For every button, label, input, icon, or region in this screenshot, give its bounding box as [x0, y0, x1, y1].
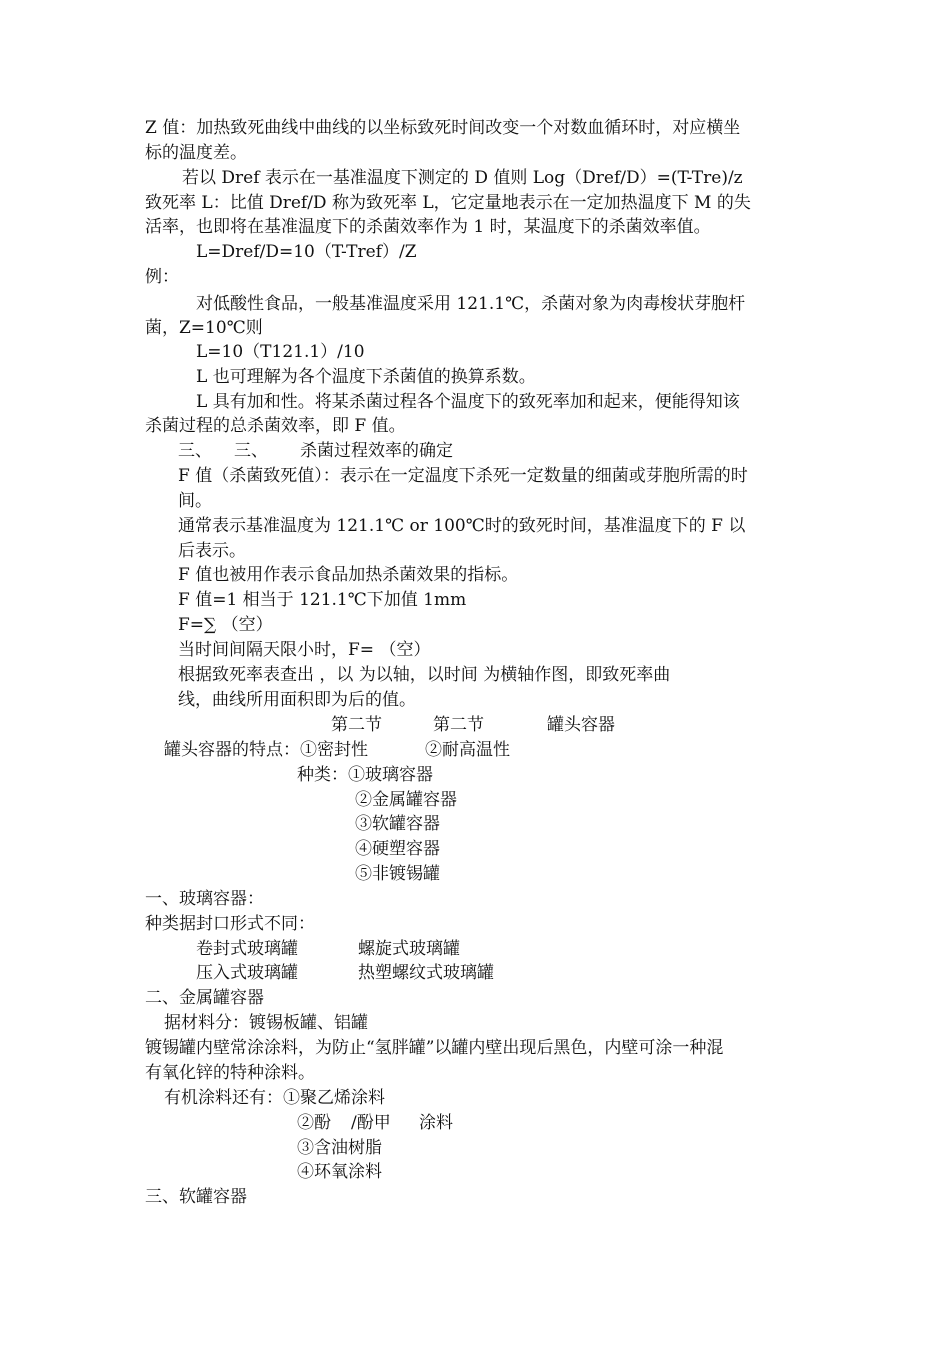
- text-line: 对低酸性食品，一般基准温度采用 121.1℃，杀菌对象为肉毒梭状芽胞杆: [196, 294, 746, 314]
- text-line: 线，曲线所用面积即为后的值。: [178, 690, 416, 710]
- text-line: L 具有加和性。将某杀菌过程各个温度下的致死率加和起来，便能得知该: [196, 392, 740, 412]
- list-item: ⑤非镀锡罐: [355, 864, 440, 884]
- text-line: 间。: [178, 491, 212, 511]
- text-line: 后表示。: [178, 541, 246, 561]
- list-item: ②金属罐容器: [355, 790, 457, 810]
- text-line: 当时间间隔天限小时，F= （空）: [178, 640, 431, 660]
- formula-line: L=Dref/D=10（T-Tref）/Z: [196, 242, 417, 262]
- list-item: ③含油树脂: [297, 1138, 382, 1158]
- text-line: 菌，Z=10℃则: [145, 318, 263, 338]
- text-line: F 值=1 相当于 121.1℃下加值 1mm: [178, 590, 467, 610]
- text-line: 卷封式玻璃罐 螺旋式玻璃罐: [196, 939, 460, 959]
- text-line: 通常表示基准温度为 121.1℃ or 100℃时的致死时间，基准温度下的 F 以: [178, 516, 746, 536]
- text-line: Z 值：加热致死曲线中曲线的以坐标致死时间改变一个对数血循环时，对应横坐: [145, 118, 741, 138]
- text-line: 根据致死率表查出 ，以 为以轴，以时间 为横轴作图，即致死率曲: [178, 665, 671, 685]
- subsection-heading: 三、软罐容器: [145, 1187, 247, 1207]
- text-line: F=∑ （空）: [178, 615, 273, 635]
- text-line: 有机涂料还有：①聚乙烯涂料: [164, 1088, 385, 1108]
- text-line: 致死率 L：比值 Dref/D 称为致死率 L，它定量地表示在一定加热温度下 M 的失: [145, 193, 751, 213]
- text-line: 杀菌过程的总杀菌效率，即 F 值。: [145, 416, 406, 436]
- text-line: 据材料分：镀锡板罐、铝罐: [164, 1013, 368, 1033]
- text-line: F 值也被用作表示食品加热杀菌效果的指标。: [178, 565, 519, 585]
- text-line: 活率，也即将在基准温度下的杀菌效率作为 1 时，某温度下的杀菌效率值。: [145, 217, 711, 237]
- text-line: L 也可理解为各个温度下杀菌值的换算系数。: [196, 367, 536, 387]
- text-line: 镀锡罐内壁常涂涂料，为防止“氢胖罐”以罐内壁出现后黑色，内壁可涂一种混: [145, 1038, 724, 1058]
- list-item: ④硬塑容器: [355, 839, 440, 859]
- text-line: 例：: [145, 267, 179, 287]
- text-line: 罐头容器的特点：①密封性 ②耐高温性: [164, 740, 510, 760]
- text-line: 标的温度差。: [145, 143, 247, 163]
- list-item: ②酚 /酚甲 涂料: [297, 1113, 453, 1133]
- text-line: 若以 Dref 表示在一基准温度下测定的 D 值则 Log（Dref/D）=(T-Tre)/z: [182, 168, 743, 188]
- subsection-heading: 二、金属罐容器: [145, 988, 264, 1008]
- subsection-heading: 一、玻璃容器：: [145, 889, 264, 909]
- list-item: 种类：①玻璃容器: [297, 765, 433, 785]
- section-heading: 三、 三、 杀菌过程效率的确定: [178, 441, 453, 461]
- text-line: F 值（杀菌致死值）：表示在一定温度下杀死一定数量的细菌或芽胞所需的时: [178, 466, 748, 486]
- text-line: 种类据封口形式不同：: [145, 914, 315, 934]
- list-item: ③软罐容器: [355, 814, 440, 834]
- text-line: 有氧化锌的特种涂料。: [145, 1063, 315, 1083]
- text-line: 压入式玻璃罐 热塑螺纹式玻璃罐: [196, 963, 494, 983]
- formula-line: L=10（T121.1）/10: [196, 342, 365, 362]
- section-heading: 第二节 第二节 罐头容器: [331, 715, 615, 735]
- list-item: ④环氧涂料: [297, 1162, 382, 1182]
